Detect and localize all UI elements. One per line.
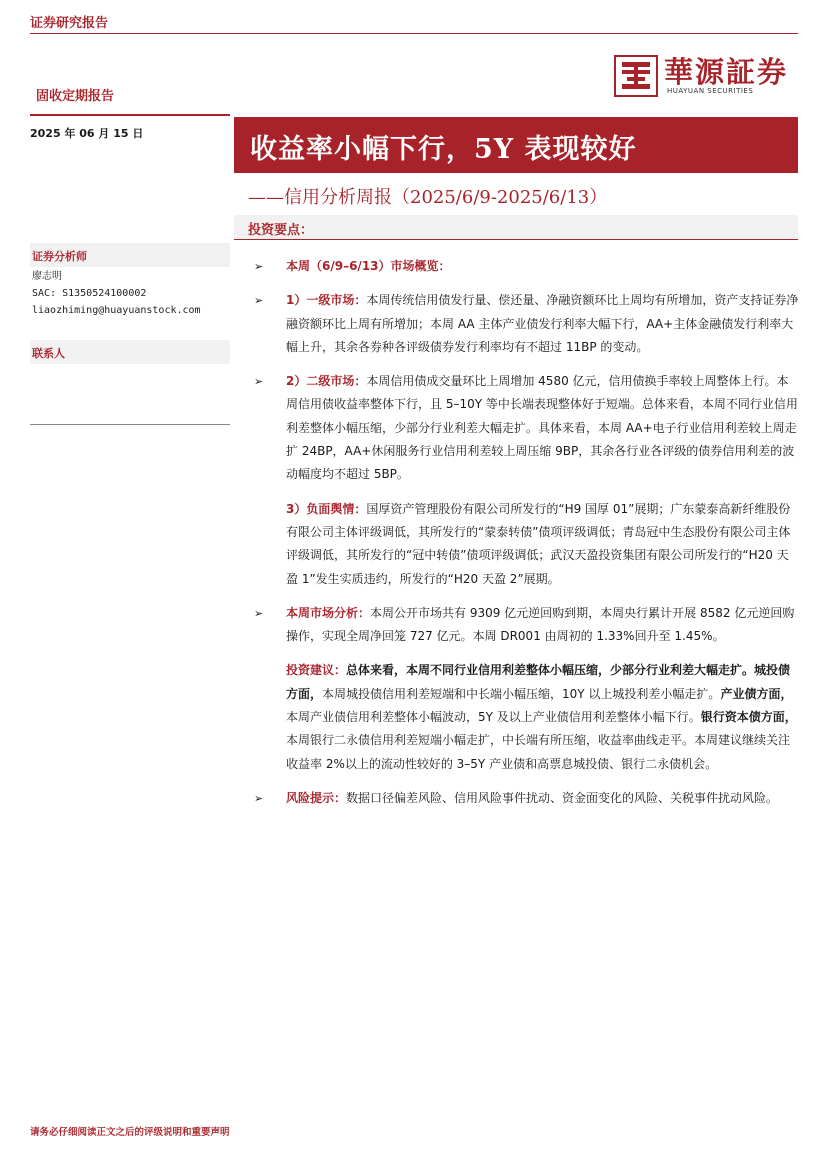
analyst-info [32, 268, 201, 319]
advice-text-bank: 本周银行二永债信用利差短端小幅走扩，中长端有所压缩，收益率曲线走平。本周建议继续关注收益率 2%以上的流动性较好的 3–5Y 产业债和高票息城投债、银行二永债机会。 [286, 733, 791, 771]
footer-disclaimer: 请务必仔细阅读正文之后的评级说明和重要声明 [30, 1127, 230, 1138]
negative-news-text: 国厚资产管理股份有限公司所发行的“H9 国厚 01”展期；广东蒙泰高新纤维股份有限公司主体评级调低，其所发行的“蒙泰转债”债项评级调低；青岛冠中生态股份有限公司主体评级调低，其所发行的“冠中转债”债项评级调低；武汉天盈投资集团有限公司所发行的“H20 天盈 1”发生实质违约，所发行的“H20 天盈 2”展期。 [286, 501, 791, 586]
risk-label: 风险提示： [286, 790, 347, 805]
key-points-label: 投资要点： [248, 223, 314, 238]
bullet-arrow-icon: ➢ [254, 791, 264, 805]
analyst-header-box [30, 243, 230, 267]
key-points-header [234, 215, 798, 240]
investment-advice-item [254, 659, 800, 775]
huayuan-logo-icon [614, 55, 658, 97]
secondary-market-text: 本周信用债成交量环比上周增加 4580 亿元，信用债换手率较上周整体上行。本周信用债收益率整体下行，且 5–10Y 等中长端表现整体好于短端。总体来看，本周不同行业信用利差整体小幅压缩，少部分行业利差大幅走扩。具体来看，本周 AA+电子行业信用利差较上周走扩 24BP，AA+休闲服务行业信用利差较上周压缩 9BP，其余各行业各评级的债券信用利差的波动幅度均不超过 5BP。 [286, 374, 798, 482]
primary-market-label: 1）一级市场： [286, 293, 367, 308]
contact-header: 联系人 [32, 347, 65, 360]
secondary-market-item [254, 370, 800, 486]
bullet-arrow-icon: ➢ [254, 606, 264, 620]
market-analysis-label: 本周市场分析： [286, 605, 371, 620]
header-rule [30, 114, 230, 116]
advice-sub-urban: 城投债方面， [286, 663, 791, 701]
secondary-market-label: 2）二级市场： [286, 374, 367, 389]
overview-item [254, 255, 800, 278]
analyst-name: 廖志明 [32, 271, 62, 282]
sidebar-rule [30, 424, 230, 425]
advice-sub-bank: 银行资本债方面， [700, 710, 797, 725]
bullet-arrow-icon: ➢ [254, 375, 264, 389]
risk-text: 数据口径偏差风险、信用风险事件扰动、资金面变化的风险、关税事件扰动风险。 [346, 790, 779, 805]
logo-name: 華源証券 [664, 55, 789, 89]
key-points-content [254, 255, 800, 821]
top-rule [30, 33, 798, 34]
contact-header-box [30, 340, 230, 364]
negative-news-item [254, 498, 800, 591]
market-analysis-item [254, 602, 800, 649]
analyst-header: 证券分析师 [32, 250, 87, 263]
advice-text-urban: 本周城投债信用利差短端和中长端小幅压缩，10Y 以上城投利差小幅走扩。 [322, 686, 721, 701]
bullet-arrow-icon: ➢ [254, 260, 264, 273]
report-date: 2025 年 06 月 15 日 [30, 127, 144, 140]
bullet-arrow-icon: ➢ [254, 294, 264, 308]
logo-english: HUAYUAN SECURITIES [667, 87, 754, 95]
advice-summary: 总体来看，本周不同行业信用利差整体小幅压缩，少部分行业利差大幅走扩。 [346, 663, 755, 678]
primary-market-item [254, 289, 800, 359]
overview-label: 本周（6/9–6/13）市场概览： [286, 259, 451, 273]
primary-market-text: 本周传统信用债发行量、偿还量、净融资额环比上周均有所增加，资产支持证券净融资额环比上周有所增加；本周 AA 主体产业债发行利率大幅下行，AA+主体金融债发行利率大幅上升，其余各券种各评级债券发行利率均有不超过 11BP 的变动。 [286, 293, 799, 354]
negative-news-label: 3）负面舆情： [286, 501, 367, 516]
advice-label: 投资建议： [286, 663, 347, 678]
analyst-sac: SAC: S1350524100002 [32, 288, 147, 299]
market-analysis-text: 本周公开市场共有 9309 亿元逆回购到期，本周央行累计开展 8582 亿元逆回购操作，实现全周净回笼 727 亿元。本周 DR001 由周初的 1.33%回升至 1.45%。 [286, 605, 795, 644]
report-type: 固收定期报告 [36, 89, 115, 104]
risk-item [254, 787, 800, 810]
analyst-email[interactable]: liaozhiming@huayuanstock.com [32, 305, 201, 316]
report-title: 收益率小幅下行，5Y 表现较好 [250, 134, 637, 165]
advice-sub-industrial: 产业债方面， [720, 686, 793, 701]
top-label: 证券研究报告 [30, 16, 109, 31]
report-subtitle: ——信用分析周报（2025/6/9-2025/6/13） [248, 187, 608, 208]
advice-text-industrial: 本周产业债信用利差整体小幅波动，5Y 及以上产业债信用利差整体小幅下行。 [286, 710, 701, 725]
